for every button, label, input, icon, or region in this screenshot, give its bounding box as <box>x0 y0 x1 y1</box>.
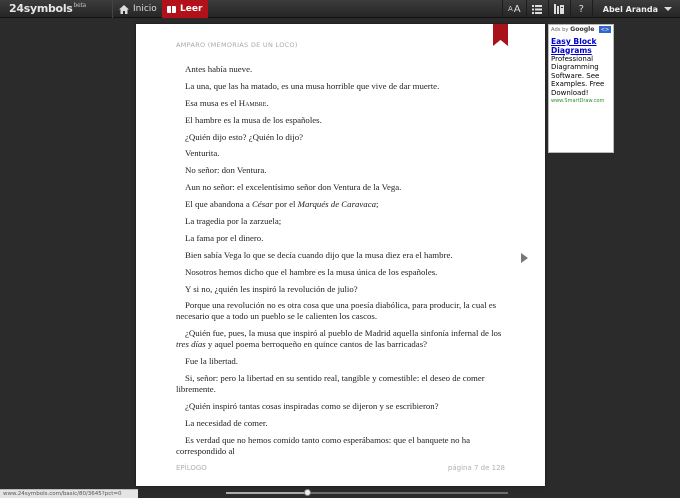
ad-panel <box>548 24 614 153</box>
chevron-down-icon <box>664 7 672 11</box>
bookmark-ribbon-icon[interactable] <box>493 24 508 46</box>
browser-status-bar: www.24symbols.com/basic/80/3645?pct=0 <box>0 489 138 498</box>
app-logo[interactable]: 24symbols$^{beta}$ <box>9 2 86 15</box>
ad-url[interactable]: www.SmartDraw.com <box>551 98 605 105</box>
user-menu[interactable]: Abel Aranda <box>592 0 680 18</box>
help-button[interactable] <box>570 0 592 18</box>
font-size-button[interactable]: A A <box>502 0 526 18</box>
page-text <box>176 64 511 463</box>
chapter-title: AMPARO (MEMORIAS DE UN LOCO) <box>176 41 298 49</box>
table-of-contents-button[interactable] <box>526 0 548 18</box>
paragraph: Y si no, ¿quién les inspiró la revolución de julio? <box>185 283 358 294</box>
page-progress-fill <box>226 492 308 494</box>
top-navigation-bar <box>0 0 680 18</box>
library-button[interactable] <box>548 0 570 18</box>
paragraph: El que abandona a César por el Marqués de Caravaca; <box>185 199 379 210</box>
paragraph: Fue la libertad. <box>185 356 239 367</box>
nav-home-button[interactable]: Inicio <box>112 0 164 18</box>
paragraph: ¿Quién dijo esto? ¿Quién lo dijo? <box>185 131 303 142</box>
ad-link[interactable]: Easy Block Diagrams <box>551 37 597 55</box>
paragraph: Si, señor: pero la libertad en su sentido real, tangible y comestible: el deseo de comer libremente. <box>176 373 485 395</box>
paragraph: La tragedia por la zarzuela; <box>185 216 282 227</box>
nav-read-button[interactable]: Leer <box>162 0 208 18</box>
ad-header: Ads by Google <> <box>551 26 610 33</box>
paragraph: La necesidad de comer. <box>185 417 268 428</box>
section-label: EPÍLOGO <box>176 464 207 472</box>
paragraph: Bien sabía Vega lo que se decía cuando dijo que la musa diez era el hambre. <box>185 249 453 260</box>
paragraph: La una, que las ha matado, es una musa horrible que vive de dar muerte. <box>185 80 440 91</box>
list-icon <box>532 5 542 14</box>
page-progress-handle[interactable] <box>304 489 311 496</box>
bookshelf-icon <box>554 4 564 14</box>
paragraph: El hambre es la musa de los españoles. <box>185 114 322 125</box>
book-icon <box>167 6 176 13</box>
paragraph: Porque una revolución no es otra cosa que una poesía diabólica, para producir, la cual es necesario que a todo un pueblo se le calienten los cascos. <box>176 300 497 322</box>
help-icon: ? <box>578 3 584 15</box>
paragraph: Nosotros hemos dicho que el hambre es la musa única de los españoles. <box>185 266 438 277</box>
paragraph: Venturita. <box>185 148 220 159</box>
ad-text: Professional Diagramming Software. See Examples. Free Download! <box>551 55 605 97</box>
toolbar <box>502 0 680 18</box>
paragraph: Aun no señor: el excelentísimo señor don Ventura de la Vega. <box>185 182 402 193</box>
paragraph: Antes había nueve. <box>185 64 253 74</box>
paragraph: ¿Quién fue, pues, la musa que inspiró al pueblo de Madrid aquella sinfonía infernal de los tres días y aquel poema berroqueño en quince cantos de las barricadas? <box>176 328 502 350</box>
paragraph: No señor: don Ventura. <box>185 165 267 176</box>
paragraph: Es verdad que no hemos comido tanto como esperábamos: que el banquete no ha correspondido al <box>176 434 471 456</box>
page-number: página 7 de 128 <box>447 464 505 472</box>
next-page-arrow-icon[interactable] <box>521 253 528 263</box>
book-page <box>136 24 545 486</box>
paragraph: La fama por el dinero. <box>185 232 264 243</box>
paragraph: Esa musa es el Hambre. <box>185 97 269 108</box>
paragraph: ¿Quién inspiró tantas cosas inspiradas como se dijeron y se escribieron? <box>185 401 439 412</box>
home-icon <box>119 5 129 14</box>
ad-choices-icon[interactable]: <> <box>600 26 610 33</box>
